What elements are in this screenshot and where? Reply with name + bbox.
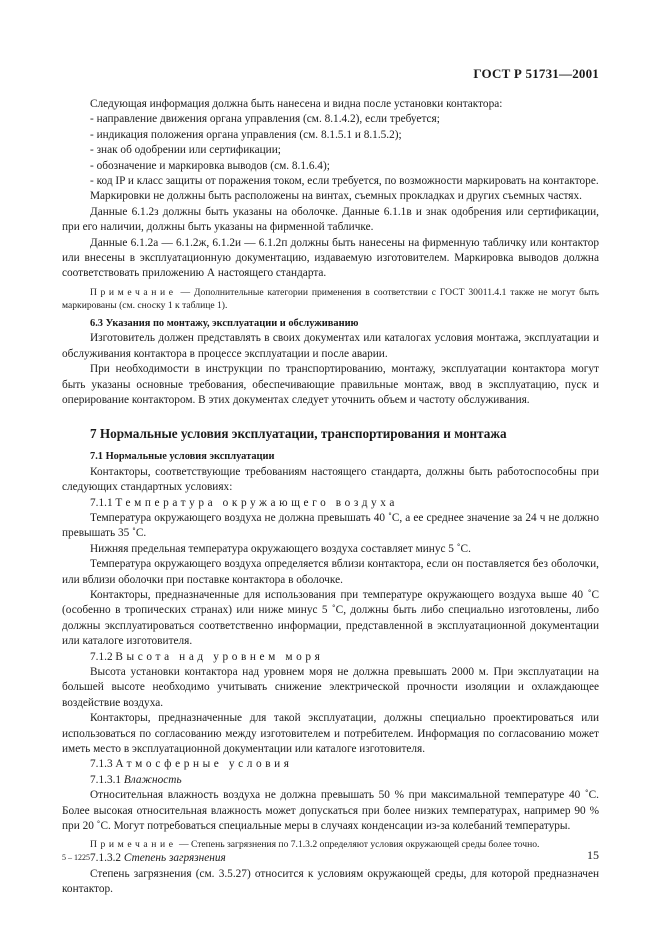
paragraph: Контакторы, предназначенные для использования при температуре окружающего воздуха выше 40 ˚С (особенно в тропических странах) или ниже минус 5 ˚С, должны быть либо специально изготовлены, либо должны эксплуатироваться соответственно информации, представленной в эксплуатационной документации или каталоге изготовителя. xyxy=(62,588,599,648)
clause-number: 7.1.3.1 xyxy=(90,773,122,786)
paragraph: Температура окружающего воздуха определяется вблизи контактора, если он поставляется без оболочки, или вблизи оболочки при поставке контактора в оболочке. xyxy=(62,558,599,586)
document-number: ГОСТ Р 51731—2001 xyxy=(473,66,599,81)
note xyxy=(62,286,599,312)
page-number: 15 xyxy=(587,848,599,862)
paragraph: Степень загрязнения (см. 3.5.27) относится к условиям окружающей среды, для которой предназначен контактор. xyxy=(62,867,599,896)
note xyxy=(62,838,599,851)
paragraph: Следующая информация должна быть нанесена и видна после установки контактора: xyxy=(90,98,503,110)
note-label: Примечание xyxy=(90,839,177,851)
paragraph: Нижняя предельная температура окружающего воздуха составляет минус 5 ˚С. xyxy=(90,542,471,555)
clause-title: Степень загрязнения xyxy=(123,852,226,865)
clause-heading-7-1-3-1 xyxy=(62,773,599,788)
paragraph: Высота установки контактора над уровнем моря не должна превышать 2000 м. При эксплуатации на большей высоте необходимо учитывать снижение электрической прочности изоляции и охлаждающее воздействие воздуха. xyxy=(62,666,599,709)
note-label: Примечание xyxy=(90,286,177,298)
paragraph: Контакторы, соответствующие требованиям настоящего стандарта, должны быть работоспособны при следующих стандартных условиях: xyxy=(62,465,599,494)
clause-number: 7.1.2 xyxy=(90,650,113,663)
subsection-heading-7-1: 7.1 Нормальные условия эксплуатации xyxy=(90,451,275,463)
list-item: - индикация положения органа управления (см. 8.1.5.1 и 8.1.5.2); xyxy=(90,128,402,141)
list-item: - код IP и класс защиты от поражения током, если требуется, по возможности маркировать на контакторе. xyxy=(90,175,599,188)
paragraph: Температура окружающего воздуха не должна превышать 40 ˚С, а ее среднее значение за 24 ч не должно превышать 35 ˚С. xyxy=(62,511,599,540)
section-heading-7: 7 Нормальные условия эксплуатации, транспортирования и монтажа xyxy=(90,426,507,442)
paragraph: Изготовитель должен представлять в своих документах или каталогах условия монтажа, эксплуатации и обслуживания контактора в процессе эксплуатации и после аварии. xyxy=(62,332,599,360)
sheet-mark: 5 – 1225 xyxy=(62,853,90,862)
clause-title: Влажность xyxy=(123,773,182,786)
clause-number: 7.1.1 xyxy=(90,496,113,509)
note-text: — Степень загрязнения по 7.1.3.2 определяют условия окружающей среды более точно. xyxy=(176,839,540,851)
list-item: - направление движения органа управления (см. 8.1.4.2), если требуется; xyxy=(90,113,440,126)
clause-title: Атмосферные условия xyxy=(115,758,293,771)
paragraph: Контакторы, предназначенные для такой эксплуатации, должны специально проектироваться или использоваться по согласованию между изготовителем и потребителем. Информация по согласованию может иметь место в эксплуатационной документации или каталоге изготовителя. xyxy=(62,712,599,756)
clause-heading-7-1-1 xyxy=(62,496,599,511)
section-heading-6-3: 6.3 Указания по монтажу, эксплуатации и обслуживанию xyxy=(90,317,359,329)
clause-heading-7-1-3-2 xyxy=(62,851,599,866)
list-item: - обозначение и маркировка выводов (см. 8.1.6.4); xyxy=(90,159,330,172)
paragraph: Данные 6.1.2з должны быть указаны на оболочке. Данные 6.1.1в и знак одобрения или сертификации, при его наличии, должны быть указаны на фирменной табличке. xyxy=(62,205,599,234)
paragraph: Маркировки не должны быть расположены на винтах, съемных прокладках и других съемных частях. xyxy=(90,190,582,203)
clause-title: Температура окружающего воздуха xyxy=(115,496,399,509)
page-body xyxy=(62,97,599,898)
paragraph: Данные 6.1.2а — 6.1.2ж, 6.1.2и — 6.1.2п должны быть нанесены на фирменную табличку или контактор или внесены в эксплуатационную документацию, издаваемую изготовителем. Маркировка выводов должна соответствовать приложению А настоящего стандарта. xyxy=(62,236,599,280)
clause-number: 7.1.3 xyxy=(90,758,113,771)
list-item: - знак об одобрении или сертификации; xyxy=(90,144,281,157)
clause-heading-7-1-2 xyxy=(62,650,599,665)
clause-number: 7.1.3.2 xyxy=(90,852,122,865)
clause-heading-7-1-3 xyxy=(62,757,599,772)
clause-title: Высота над уровнем моря xyxy=(115,650,324,663)
paragraph: Относительная влажность воздуха не должна превышать 50 % при максимальной температуре 40 ˚С. Более высокая относительная влажность может допускаться при более низких температурах, например 90 % при 20 ˚С. Могут потребоваться специальные меры в случаях конденсации из-за колебаний температуры. xyxy=(62,789,599,833)
note-text: — Дополнительные категории применения в соответствии с ГОСТ 30011.4.1 также не могут быть маркированы (см. сноску 1 к таблице 1). xyxy=(62,286,599,311)
paragraph: При необходимости в инструкции по транспортированию, монтажу, эксплуатации контактора могут быть указаны основные требования, обеспечивающие правильные монтаж, ввод в эксплуатацию, пуск и оперирование контактором. В этих документах следует уточнить объем и частоту обслуживания. xyxy=(62,363,599,406)
